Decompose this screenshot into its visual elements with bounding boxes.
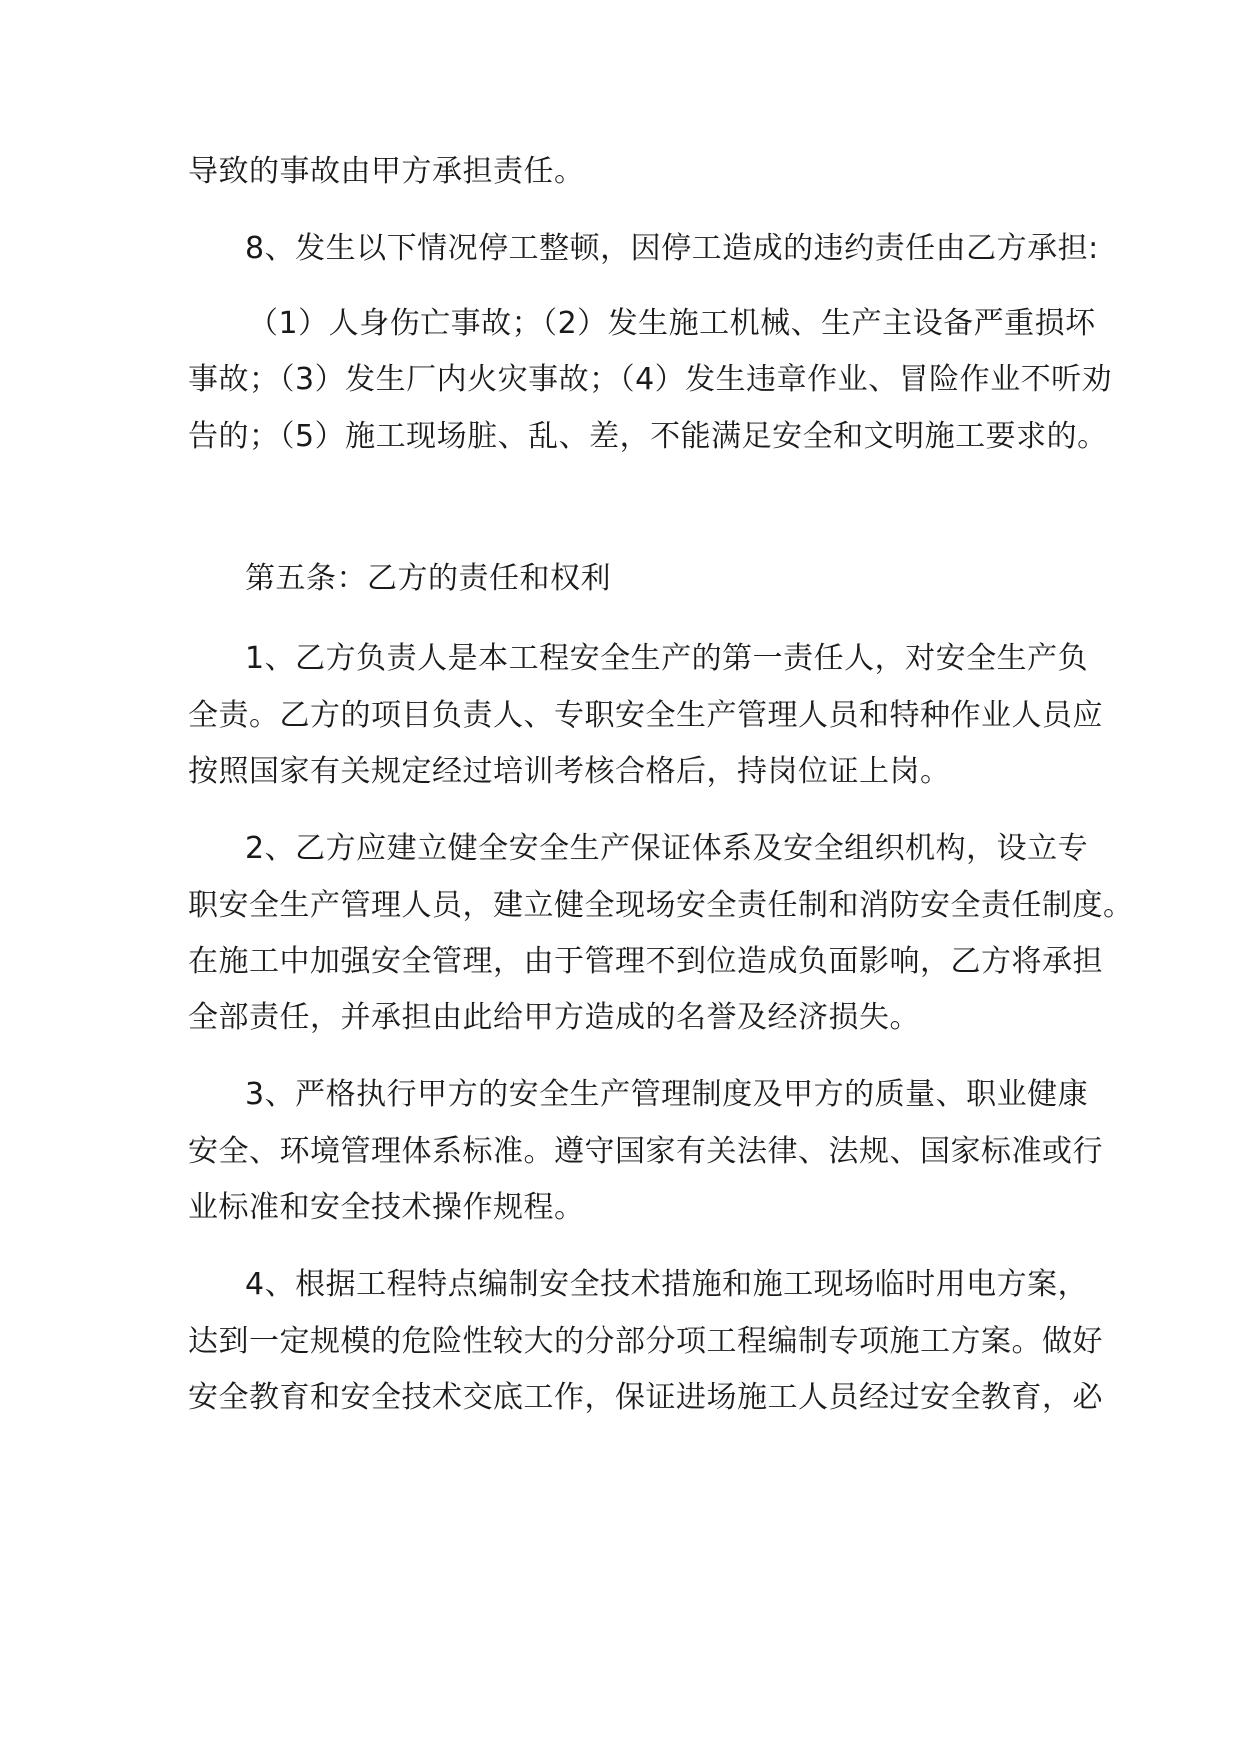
text-line: 2、乙方应建立健全安全生产保证体系及安全组织机构，设立专 (245, 831, 1089, 866)
text-line: 业标准和安全技术操作规程。 (188, 1190, 585, 1225)
text-line: 职安全生产管理人员，建立健全现场安全责任制和消防安全责任制度。 (188, 888, 1134, 923)
section-heading: 第五条：乙方的责任和权利 (245, 561, 611, 596)
text-line: （1）人身伤亡事故；（2）发生施工机械、生产主设备严重损坏 (248, 306, 1096, 341)
text-line: 按照国家有关规定经过培训考核合格后，持岗位证上岗。 (188, 754, 951, 789)
text-line: 1、乙方负责人是本工程安全生产的第一责任人，对安全生产负 (245, 641, 1089, 676)
text-line: 告的；（5）施工现场脏、乱、差，不能满足安全和文明施工要求的。 (188, 419, 1108, 454)
text-line: 安全教育和安全技术交底工作，保证进场施工人员经过安全教育，必 (188, 1380, 1103, 1415)
text-line: 导致的事故由甲方承担责任。 (188, 154, 585, 189)
text-line: 全部责任，并承担由此给甲方造成的名誉及经济损失。 (188, 1000, 920, 1035)
text-line: 在施工中加强安全管理，由于管理不到位造成负面影响，乙方将承担 (188, 944, 1103, 979)
text-line: 事故；（3）发生厂内火灾事故；（4）发生违章作业、冒险作业不听劝 (188, 362, 1113, 397)
text-line: 全责。乙方的项目负责人、专职安全生产管理人员和特种作业人员应 (188, 698, 1103, 733)
text-line: 4、根据工程特点编制安全技术措施和施工现场临时用电方案， (245, 1267, 1089, 1302)
text-line: 达到一定规模的危险性较大的分部分项工程编制专项施工方案。做好 (188, 1324, 1103, 1359)
text-line: 3、严格执行甲方的安全生产管理制度及甲方的质量、职业健康 (245, 1077, 1089, 1112)
text-line: 安全、环境管理体系标准。遵守国家有关法律、法规、国家标准或行 (188, 1134, 1103, 1169)
text-line: 8、发生以下情况停工整顿，因停工造成的违约责任由乙方承担: (245, 231, 1099, 266)
